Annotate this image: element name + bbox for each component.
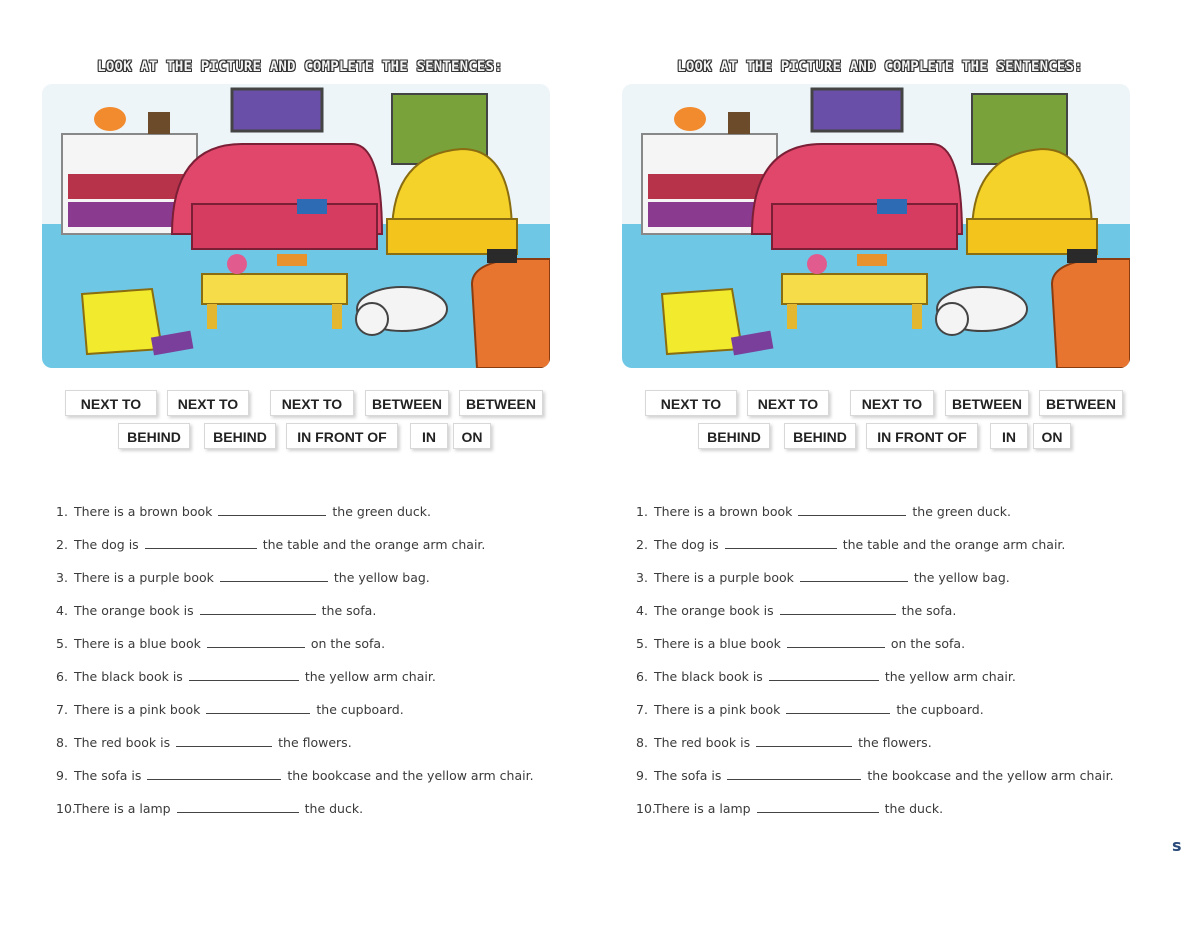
word-chip-next-to: NEXT TO — [747, 390, 829, 416]
answer-blank[interactable] — [725, 538, 837, 549]
living-room-picture — [42, 84, 550, 368]
sentence-item: 4. The orange book is the sofa. — [56, 603, 377, 618]
word-chip-next-to: NEXT TO — [850, 390, 934, 416]
answer-blank[interactable] — [207, 637, 305, 648]
sentence-item: 5. There is a blue book on the sofa. — [56, 636, 386, 651]
word-chip-behind: BEHIND — [118, 423, 190, 449]
word-chip-between: BETWEEN — [365, 390, 449, 416]
living-room-illustration — [42, 84, 550, 368]
word-chip-next-to: NEXT TO — [167, 390, 249, 416]
worksheet-title: LOOK AT THE PICTURE AND COMPLETE THE SENTENCES: — [677, 59, 1083, 75]
answer-blank[interactable] — [727, 769, 861, 780]
worksheet-title: LOOK AT THE PICTURE AND COMPLETE THE SENTENCES: — [97, 59, 503, 75]
answer-blank[interactable] — [218, 505, 326, 516]
living-room-illustration — [622, 84, 1130, 368]
sentence-item: 1. There is a brown book the green duck. — [636, 504, 1011, 519]
word-chip-in-front-of: IN FRONT OF — [866, 423, 978, 449]
word-bank-row-1 — [40, 390, 560, 418]
answer-blank[interactable] — [756, 736, 852, 747]
word-bank-row-2 — [620, 423, 1140, 451]
answer-blank[interactable] — [176, 736, 272, 747]
worksheet-right — [620, 0, 1160, 927]
word-chip-in: IN — [410, 423, 448, 449]
answer-blank[interactable] — [220, 571, 328, 582]
word-bank-row-2 — [40, 423, 560, 451]
answer-blank[interactable] — [145, 538, 257, 549]
answer-blank[interactable] — [786, 703, 890, 714]
sentence-item: 2. The dog is the table and the orange arm chair. — [636, 537, 1066, 552]
word-chip-next-to: NEXT TO — [645, 390, 737, 416]
sentence-item: 7. There is a pink book the cupboard. — [56, 702, 404, 717]
sentence-item: 9. The sofa is the bookcase and the yellow arm chair. — [636, 768, 1114, 783]
sentence-item: 10.There is a lamp the duck. — [56, 801, 364, 816]
word-chip-next-to: NEXT TO — [65, 390, 157, 416]
sentence-item: 3. There is a purple book the yellow bag. — [56, 570, 430, 585]
sentence-item: 1. There is a brown book the green duck. — [56, 504, 431, 519]
answer-blank[interactable] — [780, 604, 896, 615]
word-chip-on: ON — [453, 423, 491, 449]
sentence-item: 9. The sofa is the bookcase and the yellow arm chair. — [56, 768, 534, 783]
corner-mark: s — [1172, 836, 1182, 855]
word-chip-between: BETWEEN — [945, 390, 1029, 416]
living-room-picture — [622, 84, 1130, 368]
worksheet-left — [40, 0, 580, 927]
word-chip-between: BETWEEN — [1039, 390, 1123, 416]
answer-blank[interactable] — [200, 604, 316, 615]
word-chip-on: ON — [1033, 423, 1071, 449]
sentence-item: 4. The orange book is the sofa. — [636, 603, 957, 618]
word-bank-row-1 — [620, 390, 1140, 418]
sentence-item: 5. There is a blue book on the sofa. — [636, 636, 966, 651]
word-chip-behind: BEHIND — [784, 423, 856, 449]
word-chip-between: BETWEEN — [459, 390, 543, 416]
sentence-item: 8. The red book is the flowers. — [636, 735, 932, 750]
sentence-item: 7. There is a pink book the cupboard. — [636, 702, 984, 717]
answer-blank[interactable] — [787, 637, 885, 648]
answer-blank[interactable] — [800, 571, 908, 582]
word-chip-in: IN — [990, 423, 1028, 449]
answer-blank[interactable] — [177, 802, 299, 813]
word-chip-behind: BEHIND — [204, 423, 276, 449]
sentence-item: 2. The dog is the table and the orange arm chair. — [56, 537, 486, 552]
word-chip-in-front-of: IN FRONT OF — [286, 423, 398, 449]
answer-blank[interactable] — [757, 802, 879, 813]
answer-blank[interactable] — [769, 670, 879, 681]
word-chip-behind: BEHIND — [698, 423, 770, 449]
sentence-item: 6. The black book is the yellow arm chair. — [636, 669, 1016, 684]
sentence-item: 6. The black book is the yellow arm chair. — [56, 669, 436, 684]
word-chip-next-to: NEXT TO — [270, 390, 354, 416]
answer-blank[interactable] — [206, 703, 310, 714]
sentence-item: 10.There is a lamp the duck. — [636, 801, 944, 816]
answer-blank[interactable] — [189, 670, 299, 681]
sentence-item: 8. The red book is the flowers. — [56, 735, 352, 750]
sentence-item: 3. There is a purple book the yellow bag. — [636, 570, 1010, 585]
answer-blank[interactable] — [147, 769, 281, 780]
answer-blank[interactable] — [798, 505, 906, 516]
